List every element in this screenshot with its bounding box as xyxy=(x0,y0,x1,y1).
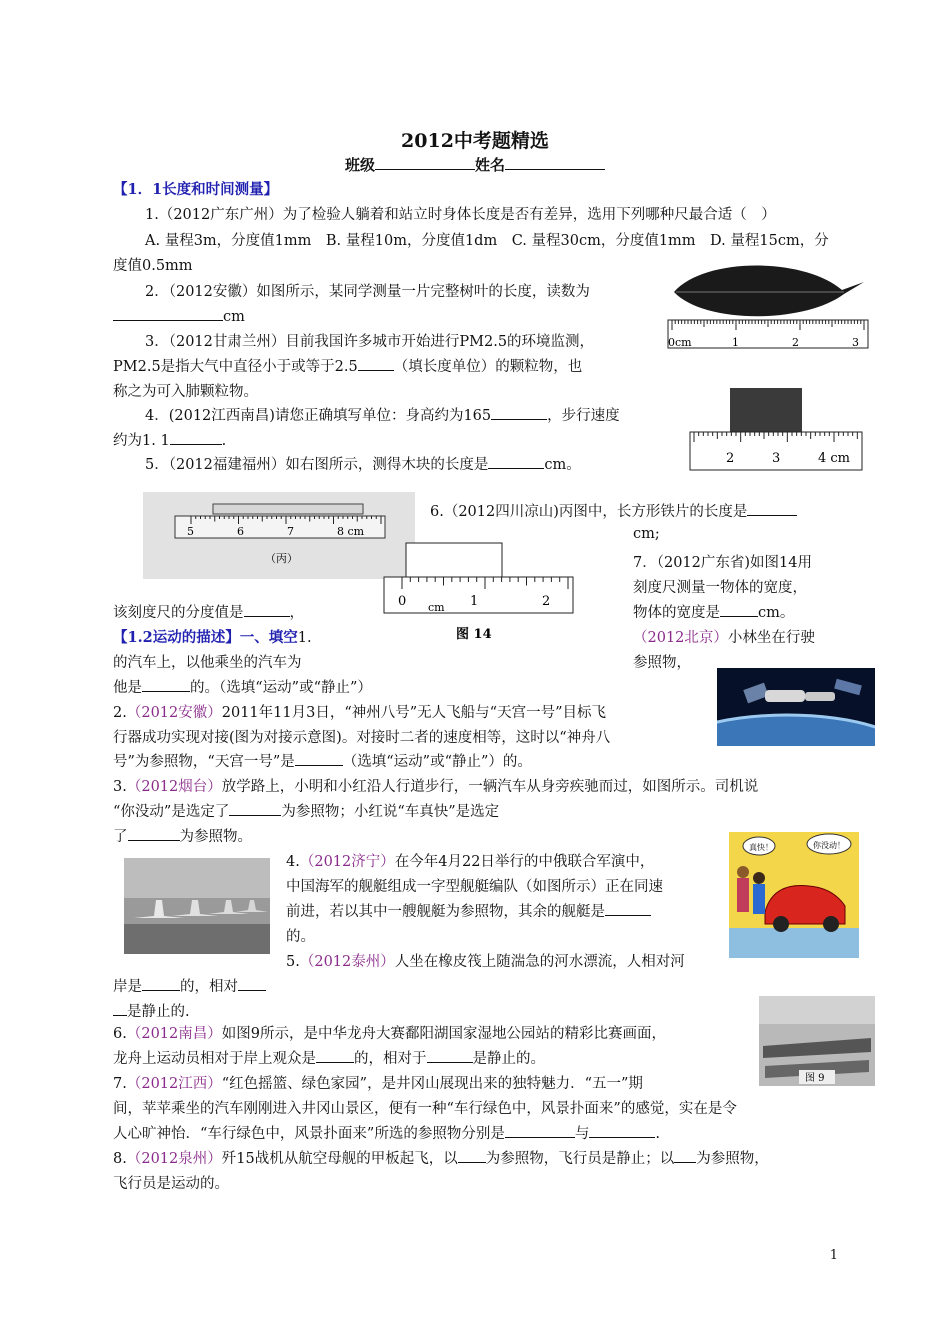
q7-part-e: 物体的宽度是 xyxy=(633,605,720,621)
q4-line2 xyxy=(113,429,226,450)
q2-7-part-d: 与 xyxy=(574,1126,590,1142)
q1-options-cont: 度值0.5mm xyxy=(113,258,193,274)
q2-1-part-e: 的。（选填“运动”或“静止”） xyxy=(190,680,372,696)
q2-answer xyxy=(113,306,245,325)
q2-7-num: 7. xyxy=(113,1076,127,1092)
q2-6-num: 6. xyxy=(113,1026,127,1042)
q3-text: 3．（2012甘肃兰州）目前我国许多城市开始进行PM2.5的环境监测， xyxy=(145,334,595,350)
fig14-caption: 图 14 xyxy=(456,627,492,642)
q2-1-num: 1. xyxy=(297,630,312,646)
q7-blank-division[interactable] xyxy=(244,602,290,617)
q5-part-a: 5．（2012福建福州）如右图所示，测得木块的长度是 xyxy=(145,457,489,473)
q2-8-part-a: 歼15战机从航空母舰的甲板起飞，以 xyxy=(221,1151,458,1167)
q2-3-blank1[interactable] xyxy=(229,801,281,816)
fig14-figure xyxy=(378,541,583,643)
q2-5-part-c: 的，相对 xyxy=(180,979,238,995)
q2-3-num: 3. xyxy=(113,779,127,795)
person-head xyxy=(737,866,749,878)
q2-2-part-a: 2011年11月3日，“神州八号”无人飞船与“天宫一号”目标飞 xyxy=(221,705,606,721)
q2-7-source: （2012江西） xyxy=(126,1076,222,1092)
q2-2-part-c: 号”为参照物，“天宫一号”是 xyxy=(113,754,295,770)
q2-5-num: 5. xyxy=(286,954,300,970)
bubble-text: 你没动！ xyxy=(813,841,845,850)
q2-6-blank1[interactable] xyxy=(316,1048,354,1063)
q2-4-line2: 中国海军的舰艇组成一字型舰艇编队（如图所示）正在同速 xyxy=(286,879,663,895)
q7-unit: cm。 xyxy=(758,605,795,621)
ruler-label: 3 xyxy=(852,336,859,349)
spacecraft-image xyxy=(717,668,875,746)
shenzhou-module xyxy=(805,692,835,701)
q2-8-blank1[interactable] xyxy=(458,1148,486,1163)
dragon-boat-image xyxy=(759,996,875,1086)
q2-1-line1 xyxy=(633,626,815,647)
q2-8-part-b: 为参照物，飞行员是静止；以 xyxy=(485,1151,675,1167)
q2-1-part-a: 小林坐在行驶 xyxy=(727,630,815,646)
ruler-label: 3 xyxy=(772,451,781,466)
q3-blank[interactable] xyxy=(358,356,394,371)
student-info xyxy=(0,154,950,175)
q7-part-d: ， xyxy=(289,605,304,621)
q2-1-line3 xyxy=(113,676,372,697)
ruler-label: 2 xyxy=(542,594,551,609)
q2-7-blank2[interactable] xyxy=(589,1123,655,1138)
section2-line1 xyxy=(113,626,312,647)
fig9-caption: 图 9 xyxy=(805,1073,825,1084)
q2-3-line1 xyxy=(113,775,758,796)
q2-7-part-a: “红色摇篮、绿色家园”，是井冈山展现出来的独特魅力．“五一”期 xyxy=(221,1076,643,1092)
q7-division xyxy=(113,601,304,622)
ruler-label: 7 xyxy=(287,525,294,538)
bing-figure xyxy=(143,492,415,579)
q4-blank-speed[interactable] xyxy=(170,430,222,445)
q2-2-part-d: （选填“运动”或“静止”）的。 xyxy=(342,754,532,770)
person-head xyxy=(753,872,765,884)
q7-line2: 刻度尺测量一物体的宽度， xyxy=(633,580,807,596)
q5-line xyxy=(145,453,581,474)
q2-6-part-d: 是静止的。 xyxy=(472,1051,545,1067)
q2-8-line2: 飞行员是运动的。 xyxy=(113,1176,229,1192)
q2-3-part-a: 放学路上，小明和小红沿人行道步行，一辆汽车从身旁疾驰而过，如图所示。司机说 xyxy=(221,779,759,795)
q2-3-part-d: 了 xyxy=(113,829,128,845)
q2-7-line2: 间，苹苹乘坐的汽车刚刚进入井冈山景区，便有一种“车行绿色中，风景扑面来”的感觉，实在是令 xyxy=(113,1101,737,1117)
q2-6-line2 xyxy=(113,1047,545,1068)
ruler-label: 1 xyxy=(470,594,479,609)
bing-caption: （丙） xyxy=(265,552,298,565)
q6-line xyxy=(430,500,797,521)
q2-7-blank1[interactable] xyxy=(505,1123,575,1138)
wood-block xyxy=(730,388,802,432)
q6-part-a: 6.（2012四川凉山)丙图中，长方形铁片的长度是 xyxy=(430,504,748,520)
ruler-label: 5 xyxy=(187,525,194,538)
class-label: 班级 xyxy=(344,156,375,174)
q2-7-part-c: 人心旷神怡．“车行绿色中，风景扑面来”所选的参照物分别是 xyxy=(113,1126,505,1142)
ruler-label: 6 xyxy=(237,525,244,538)
q2-1-line2b: 参照物， xyxy=(633,655,691,671)
q2-2-line1 xyxy=(113,701,606,722)
q2-7-part-e: . xyxy=(655,1126,660,1142)
ruler-label: 0cm xyxy=(668,336,692,349)
q2-text: 2．（2012安徽）如图所示，某同学测量一片完整树叶的长度，读数为 xyxy=(145,284,590,300)
q2-2-num: 2. xyxy=(113,705,127,721)
ruler-label: 8 cm xyxy=(337,525,365,538)
q2-3-line3 xyxy=(113,825,252,846)
q6-blank[interactable] xyxy=(747,501,797,516)
q2-3-source: （2012烟台） xyxy=(126,779,222,795)
q2-1-part-d: 他是 xyxy=(113,680,142,696)
crowd-area xyxy=(759,996,875,1024)
q2-4-line1 xyxy=(286,850,654,871)
warships-image xyxy=(124,858,270,954)
q3-line3: 称之为可入肺颗粒物。 xyxy=(113,384,258,400)
q2-5-part-b: 岸是 xyxy=(113,979,142,995)
sidewalk xyxy=(729,928,859,958)
page-number: 1 xyxy=(829,1248,838,1263)
q2-2-line2: 行器成功实现对接(图为对接示意图)。对接时二者的速度相等，这时以“神舟八 xyxy=(113,730,611,746)
leaf-ruler-figure xyxy=(664,262,874,358)
car-wheel xyxy=(773,916,789,932)
q2-3-part-c: 为参照物；小红说“车真快”是选定 xyxy=(281,804,500,820)
q2-5-source: （2012泰州） xyxy=(299,954,395,970)
q2-4-blank[interactable] xyxy=(605,901,651,916)
iron-sheet xyxy=(213,504,363,514)
ruler-label: 1 xyxy=(732,336,739,349)
q2-7-line3 xyxy=(113,1122,660,1143)
q2-6-part-c: 的，相对于 xyxy=(354,1051,427,1067)
q2-2-blank[interactable] xyxy=(295,751,343,766)
name-field[interactable] xyxy=(505,155,605,170)
q5-blank[interactable] xyxy=(488,454,544,469)
q2-5-blank3[interactable] xyxy=(113,1001,127,1016)
car-cartoon-image xyxy=(729,832,859,958)
section-heading-length: 【1．1长度和时间测量】 xyxy=(113,181,279,198)
q2-3-part-e: 为参照物。 xyxy=(179,829,252,845)
q2-5-part-d: 是静止的. xyxy=(127,1004,190,1020)
q2-6-part-b: 龙舟上运动员相对于岸上观众是 xyxy=(113,1051,316,1067)
q2-4-line3 xyxy=(286,900,651,921)
person-body xyxy=(753,884,765,914)
q5-unit: cm。 xyxy=(544,457,581,473)
q2-5-blank2[interactable] xyxy=(238,976,266,991)
q2-8-line1 xyxy=(113,1147,769,1168)
q2-3-blank2[interactable] xyxy=(128,826,180,841)
ruler-label: 0 xyxy=(398,594,407,609)
ruler-label: 2 xyxy=(792,336,799,349)
q2-4-line4: 的。 xyxy=(286,929,315,945)
car-wheel xyxy=(823,916,839,932)
q2-6-part-a: 如图9所示，是中华龙舟大赛鄱阳湖国家湿地公园站的精彩比赛画面， xyxy=(221,1026,666,1042)
bing-ruler-svg xyxy=(173,502,393,572)
sea xyxy=(124,924,270,954)
q2-3-line2 xyxy=(113,800,499,821)
q4-part-b: ，步行速度 xyxy=(547,408,620,424)
section-heading-motion: 【1.2运动的描述】一、填空 xyxy=(113,629,298,646)
q6-unit: cm; xyxy=(633,526,660,542)
block-ruler-figure xyxy=(686,386,866,474)
q2-4-num: 4. xyxy=(286,854,300,870)
q4-part-c: 约为1. 1 xyxy=(113,433,170,449)
q2-2-source: （2012安徽） xyxy=(126,705,222,721)
q2-5-part-a: 人坐在橡皮筏上随湍急的河水漂流，人相对河 xyxy=(394,954,685,970)
q2-6-line1 xyxy=(113,1022,666,1043)
page-title: 2012中考题精选 xyxy=(401,130,549,152)
q2-4-part-c: 前进，若以其中一艘舰艇为参照物，其余的舰艇是 xyxy=(286,904,605,920)
person-body xyxy=(737,878,749,912)
q2-blank[interactable] xyxy=(113,306,223,321)
q2-3-part-b: “你没动”是选定了 xyxy=(113,804,230,820)
q4-part-d: . xyxy=(221,433,227,449)
q4-line1 xyxy=(145,404,620,425)
ruler-label: 2 xyxy=(726,451,735,466)
q2-unit: cm xyxy=(223,309,245,325)
q7-line1: 7．（2012广东省)如图14用 xyxy=(633,555,812,571)
q2-1-blank[interactable] xyxy=(142,677,190,692)
q1-options: A. 量程3m，分度值1mm B. 量程10m，分度值1dm C. 量程30cm，分度值1mm D. 量程15cm，分 xyxy=(145,233,829,249)
ruler-label: 4 cm xyxy=(818,451,851,466)
tiangong-module xyxy=(765,690,805,702)
q3-line2 xyxy=(113,355,582,376)
q1-text: 1.（2012广东广州）为了检验人躺着和站立时身体长度是否有差异，选用下列哪种尺最合适（ ） xyxy=(145,207,776,223)
q3-part-c: （填长度单位）的颗粒物，也 xyxy=(393,359,583,375)
q2-1-line2: 的汽车上，以他乘坐的汽车为 xyxy=(113,655,302,671)
sky xyxy=(124,858,270,898)
leaf-image xyxy=(674,265,864,316)
q2-4-part-a: 在今年4月22日举行的中俄联合军演中， xyxy=(394,854,655,870)
q2-8-part-c: 为参照物， xyxy=(696,1151,769,1167)
class-field[interactable] xyxy=(375,155,475,170)
q2-8-num: 8. xyxy=(113,1151,127,1167)
measured-object xyxy=(406,543,502,577)
q2-5-blank1[interactable] xyxy=(142,976,180,991)
q2-6-source: （2012南昌） xyxy=(126,1026,222,1042)
q7-width xyxy=(633,601,794,622)
q4-part-a: 4．(2012江西南昌)请您正确填写单位：身高约为165 xyxy=(145,408,492,424)
q2-1-source: （2012北京） xyxy=(633,630,728,646)
bubble-text: 真快！ xyxy=(749,843,773,852)
q2-5-line1 xyxy=(286,950,685,971)
ruler-label: cm xyxy=(428,601,445,614)
q2-5-line2 xyxy=(113,975,266,996)
q2-7-line1 xyxy=(113,1072,643,1093)
q7-blank-width[interactable] xyxy=(720,602,758,617)
q2-8-source: （2012泉州） xyxy=(126,1151,222,1167)
q2-2-line3 xyxy=(113,750,532,771)
q2-5-line3 xyxy=(113,1000,190,1021)
q2-6-blank2[interactable] xyxy=(427,1048,473,1063)
q2-4-source: （2012济宁） xyxy=(299,854,395,870)
q4-blank-height[interactable] xyxy=(491,405,547,420)
q3-part-b: PM2.5是指大气中直径小于或等于2.5 xyxy=(113,359,358,375)
q2-8-blank2[interactable] xyxy=(674,1148,696,1163)
q7-part-c: 该刻度尺的分度值是 xyxy=(113,605,244,621)
name-label: 姓名 xyxy=(475,156,506,174)
